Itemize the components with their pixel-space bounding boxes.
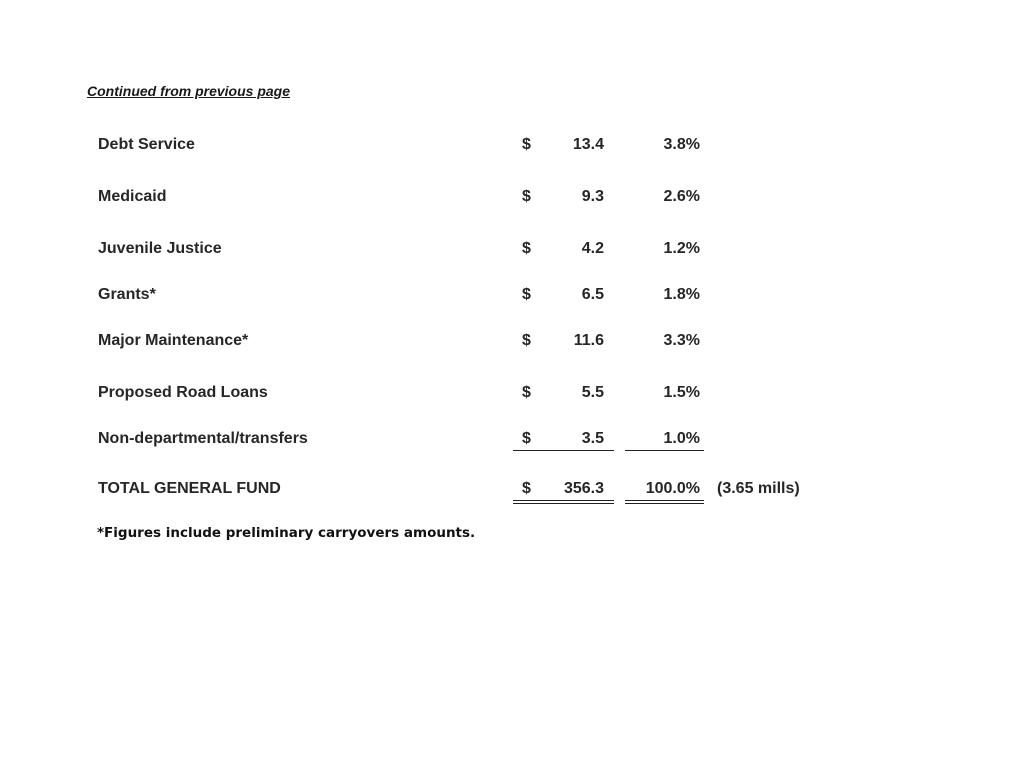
total-label: TOTAL GENERAL FUND: [98, 480, 281, 497]
dollar-sign: $: [522, 384, 531, 401]
dollar-sign: $: [522, 332, 531, 349]
row-percent: 3.8%: [663, 136, 700, 153]
table-row: [0, 240, 1024, 262]
row-amount: 5.5: [581, 384, 604, 401]
percent-total-double-rule: [625, 500, 704, 504]
row-label: Grants*: [98, 286, 156, 303]
row-label: Juvenile Justice: [98, 240, 222, 257]
row-amount: 13.4: [572, 136, 604, 153]
dollar-sign: $: [522, 480, 531, 497]
footnote: *Figures include preliminary carryovers amounts.: [97, 525, 476, 541]
row-amount: 4.2: [581, 240, 604, 257]
row-label: Debt Service: [98, 136, 195, 153]
dollar-sign: $: [522, 286, 531, 303]
row-percent: 1.8%: [663, 286, 700, 303]
dollar-sign: $: [522, 188, 531, 205]
table-row: [0, 286, 1024, 308]
row-label: Medicaid: [98, 188, 167, 205]
table-row: [0, 136, 1024, 158]
table-row: [0, 430, 1024, 452]
row-percent: 1.5%: [663, 384, 700, 401]
row-label: Non-departmental/transfers: [98, 430, 308, 447]
row-percent: 1.2%: [663, 240, 700, 257]
dollar-sign: $: [522, 430, 531, 447]
row-amount: 6.5: [581, 286, 604, 303]
row-percent: 2.6%: [663, 188, 700, 205]
row-label: Major Maintenance*: [98, 332, 249, 349]
dollar-sign: $: [522, 240, 531, 257]
row-amount: 11.6: [573, 332, 604, 349]
percent-subtotal-rule: [625, 450, 704, 451]
mills-note: (3.65 mills): [717, 480, 800, 497]
table-row: [0, 332, 1024, 354]
amount-total-double-rule: [513, 500, 614, 504]
amount-subtotal-rule: [513, 450, 614, 451]
row-amount: 3.5: [581, 430, 604, 447]
total-row: [0, 480, 1024, 502]
row-percent: 1.0%: [663, 430, 700, 447]
row-label: Proposed Road Loans: [98, 384, 268, 401]
dollar-sign: $: [522, 136, 531, 153]
total-amount: 356.3: [563, 480, 604, 497]
continued-note: Continued from previous page: [87, 83, 291, 99]
row-amount: 9.3: [581, 188, 604, 205]
total-percent: 100.0%: [645, 480, 700, 497]
table-row: [0, 384, 1024, 406]
table-row: [0, 188, 1024, 210]
row-percent: 3.3%: [663, 332, 700, 349]
